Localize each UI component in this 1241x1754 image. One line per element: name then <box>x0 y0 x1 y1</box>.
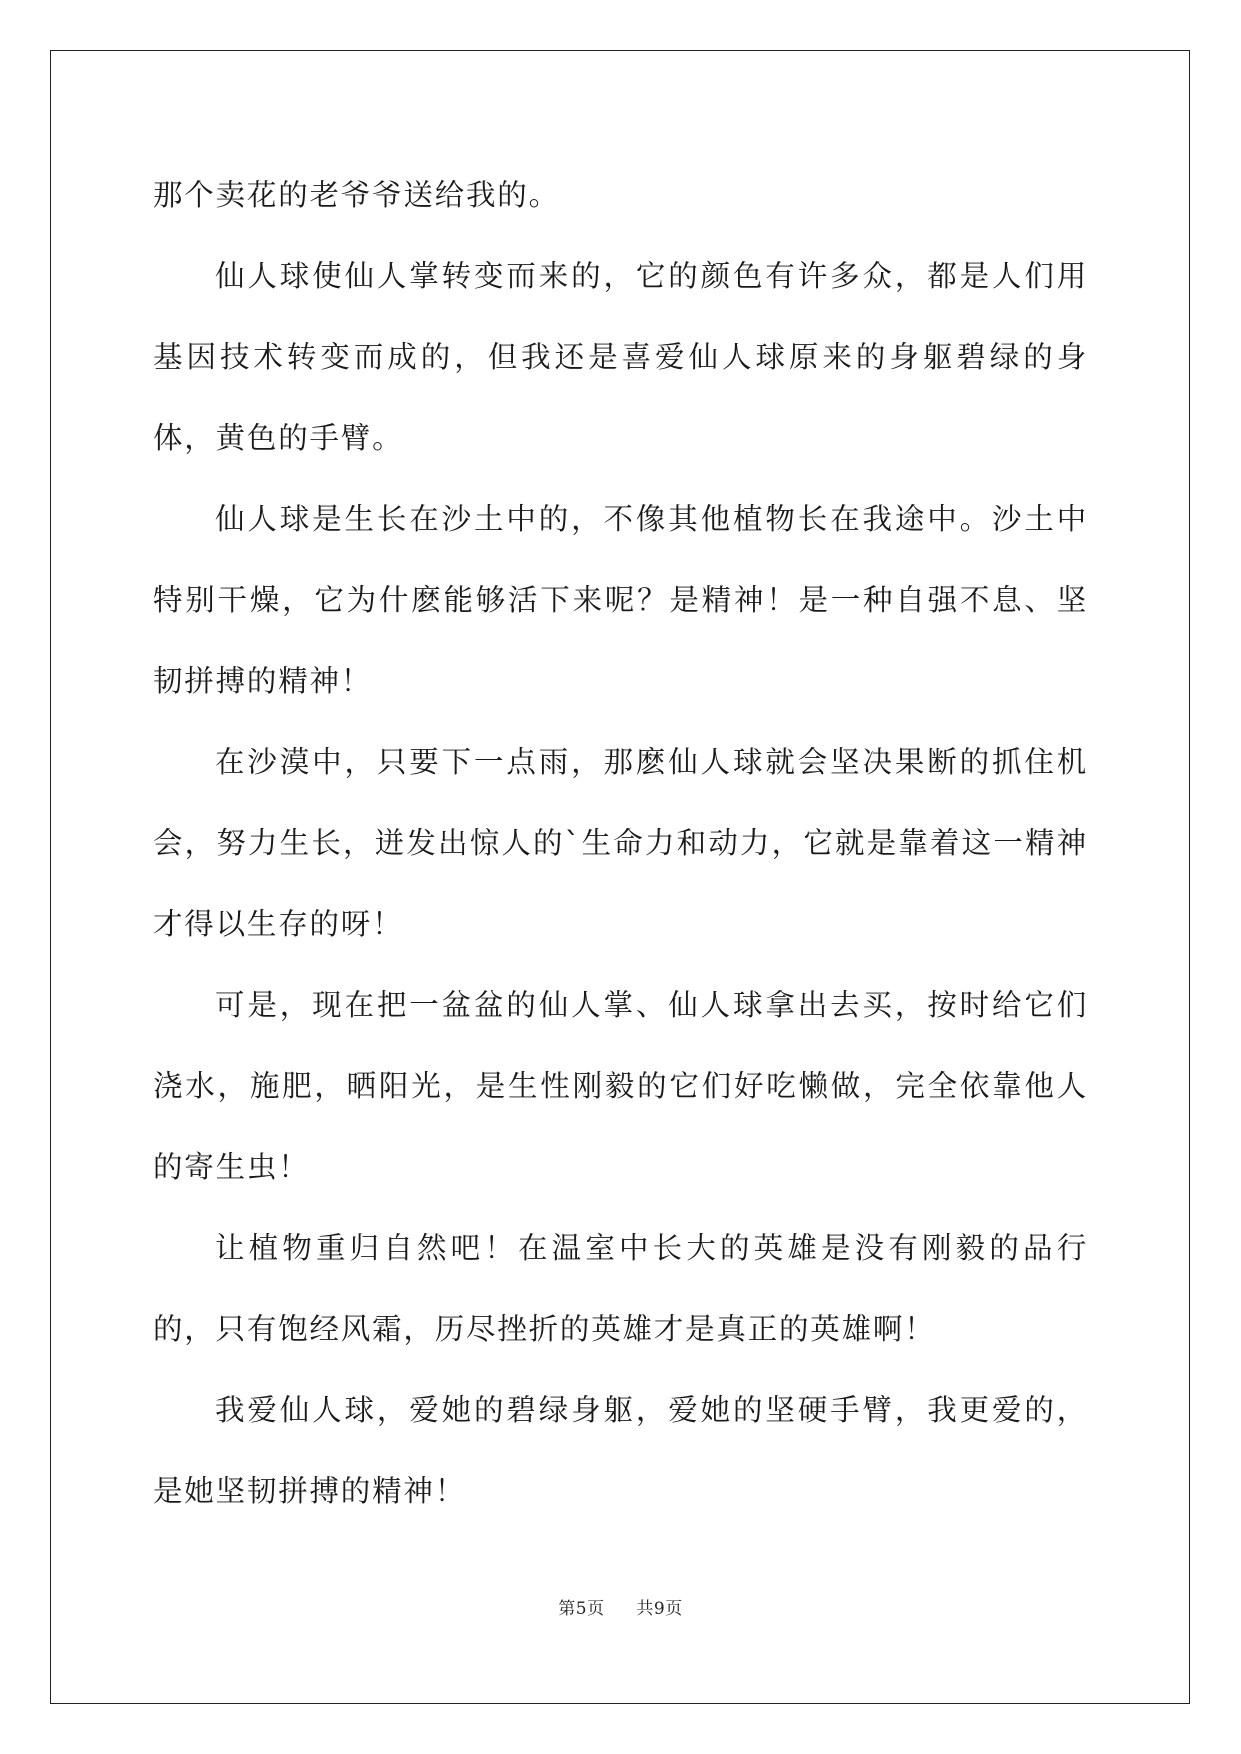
paragraph-3: 仙人球是生长在沙土中的，不像其他植物长在我途中。沙土中特别干燥，它为什麽能够活下来呢？是精神！是一种自强不息、坚韧拼搏的精神！ <box>153 502 1088 698</box>
current-page-number: 第5页 <box>558 1599 605 1619</box>
paragraph-5: 可是，现在把一盆盆的仙人掌、仙人球拿出去买，按时给它们浇水，施肥，晒阳光，是生性刚毅的它们好吃懒做，完全依靠他人的寄生虫！ <box>153 988 1088 1184</box>
paragraph-6: 让植物重归自然吧！在温室中长大的英雄是没有刚毅的品行的，只有饱经风霜，历尽挫折的英雄才是真正的英雄啊！ <box>153 1231 1088 1346</box>
paragraph-1: 那个卖花的老爷爷送给我的。 <box>153 178 560 212</box>
page-footer <box>0 1594 1241 1619</box>
total-pages: 共9页 <box>636 1599 683 1619</box>
document-body <box>153 155 1088 1532</box>
paragraph-2: 仙人球使仙人掌转变而来的，它的颜色有许多众，都是人们用基因技术转变而成的，但我还是喜爱仙人球原来的身躯碧绿的身体，黄色的手臂。 <box>153 259 1088 455</box>
paragraph-7: 我爱仙人球，爱她的碧绿身躯，爱她的坚硬手臂，我更爱的，是她坚韧拼搏的精神！ <box>153 1393 1088 1508</box>
paragraph-4: 在沙漠中，只要下一点雨，那麽仙人球就会坚决果断的抓住机会，努力生长，迸发出惊人的`生命力和动力，它就是靠着这一精神才得以生存的呀！ <box>153 745 1088 941</box>
